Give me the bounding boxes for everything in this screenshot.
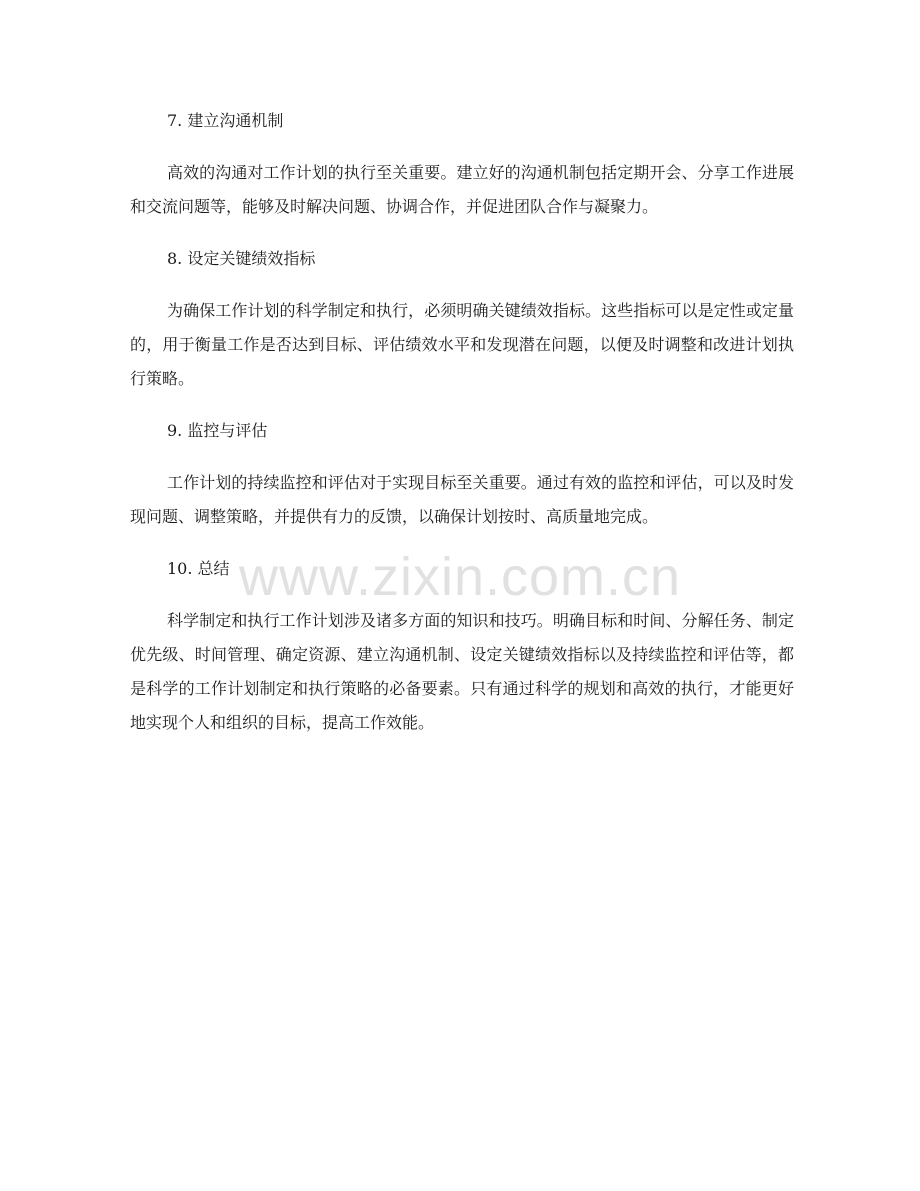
section-heading-9: 9. 监控与评估 <box>167 421 268 440</box>
section-body-9: 工作计划的持续监控和评估对于实现目标至关重要。通过有效的监控和评估，可以及时发现问题、调整策略，并提供有力的反馈，以确保计划按时、高质量地完成。 <box>130 473 794 526</box>
section-body-7: 高效的沟通对工作计划的执行至关重要。建立好的沟通机制包括定期开会、分享工作进展和交流问题等，能够及时解决问题、协调合作，并促进团队合作与凝聚力。 <box>130 163 794 216</box>
section-heading-7: 7. 建立沟通机制 <box>167 111 284 130</box>
section-body-8: 为确保工作计划的科学制定和执行，必须明确关键绩效指标。这些指标可以是定性或定量的，用于衡量工作是否达到目标、评估绩效水平和发现潜在问题，以便及时调整和改进计划执行策略。 <box>130 301 794 388</box>
section-heading-10: 10. 总结 <box>167 559 230 578</box>
watermark-text: www.zixin.com.cn <box>238 547 682 607</box>
document-content <box>130 104 794 758</box>
section-body-10: 科学制定和执行工作计划涉及诸多方面的知识和技巧。明确目标和时间、分解任务、制定优先级、时间管理、确定资源、建立沟通机制、设定关键绩效指标以及持续监控和评估等，都是科学的工作计划制定和执行策略的必备要素。只有通过科学的规划和高效的执行，才能更好地实现个人和组织的目标，提高工作效能。 <box>130 611 794 732</box>
section-heading-8: 8. 设定关键绩效指标 <box>167 249 316 268</box>
